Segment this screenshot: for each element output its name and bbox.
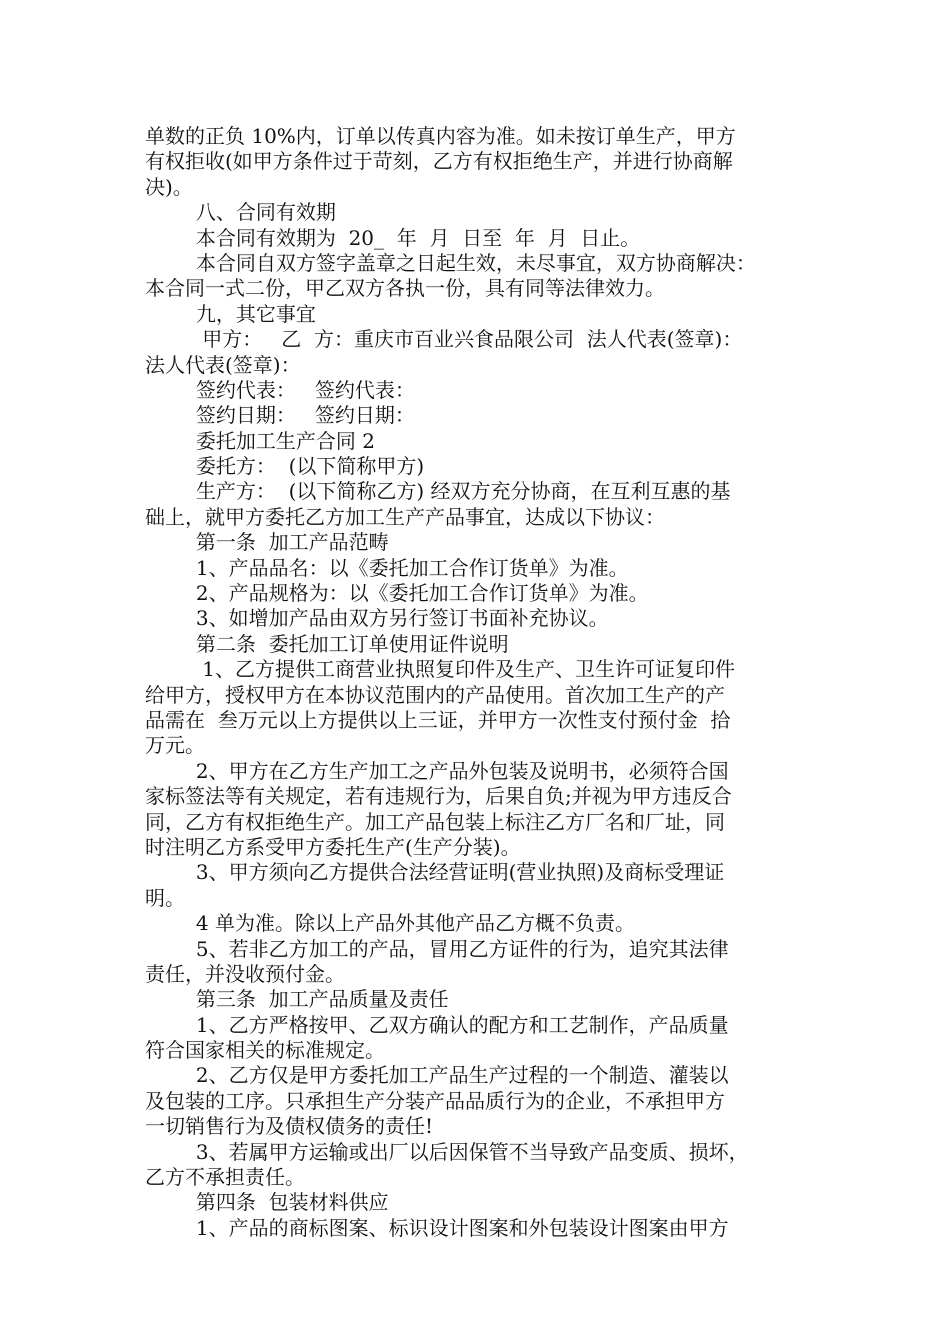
text-line: 委托加工生产合同 2	[145, 428, 375, 453]
text-line: 有权拒收(如甲方条件过于苛刻，乙方有权拒绝生产，并进行协商解	[145, 149, 733, 174]
text-line: 甲方： 乙 方：重庆市百业兴食品限公司 法人代表(签章)：	[145, 327, 743, 352]
text-line: 委托方： (以下简称甲方)	[145, 454, 425, 479]
text-line: 法人代表(签章)：	[145, 352, 301, 377]
text-line: 品需在 叁万元以上方提供以上三证，并甲方一次性支付预付金 拾	[145, 707, 731, 732]
text-line: 生产方： (以下简称乙方) 经双方充分协商，在互利互惠的基	[145, 479, 731, 504]
text-line: 1、乙方严格按甲、乙双方确认的配方和工艺制作，产品质量	[145, 1012, 729, 1037]
text-line: 单数的正负 10%内，订单以传真内容为准。如未按订单生产，甲方	[145, 124, 736, 148]
text-line: 础上，就甲方委托乙方加工生产产品事宜，达成以下协议：	[145, 504, 665, 529]
text-line: 2、甲方在乙方生产加工之产品外包装及说明书，必须符合国	[145, 758, 729, 783]
text-line: 1、产品品名：以《委托加工合作订货单》为准。	[145, 555, 629, 580]
text-line: 八、合同有效期	[145, 200, 336, 225]
text-line: 本合同有效期为 20_ 年 月 日至 年 月 日止。	[145, 225, 641, 250]
text-line: 签约日期： 签约日期：	[145, 403, 415, 428]
text-line: 决)。	[145, 174, 193, 199]
text-line: 一切销售行为及债权债务的责任!	[145, 1114, 434, 1139]
text-line: 3、如增加产品由双方另行签订书面补充协议。	[145, 606, 609, 631]
text-line: 及包装的工序。只承担生产分装产品品质行为的企业，不承担甲方	[145, 1088, 725, 1113]
text-line: 第二条 委托加工订单使用证件说明	[145, 631, 509, 656]
text-line: 本合同一式二份，甲乙双方各执一份，具有同等法律效力。	[145, 276, 665, 301]
text-line: 乙方不承担责任。	[145, 1165, 305, 1190]
text-line: 第三条 加工产品质量及责任	[145, 987, 449, 1012]
text-line: 5、若非乙方加工的产品，冒用乙方证件的行为，追究其法律	[145, 936, 729, 961]
text-line: 家标签法等有关规定，若有违规行为，后果自负;并视为甲方违反合	[145, 784, 732, 809]
text-line: 2、产品规格为：以《委托加工合作订货单》为准。	[145, 581, 649, 606]
text-line: 给甲方，授权甲方在本协议范围内的产品使用。首次加工生产的产	[145, 682, 725, 707]
text-line: 4 单为准。除以上产品外其他产品乙方概不负责。	[145, 911, 635, 936]
text-line: 3、若属甲方运输或出厂以后因保管不当导致产品变质、损坏，	[145, 1139, 749, 1164]
text-line: 第一条 加工产品范畴	[145, 530, 389, 555]
text-line: 时注明乙方系受甲方委托生产(生产分装)。	[145, 834, 521, 859]
text-line: 1、乙方提供工商营业执照复印件及生产、卫生许可证复印件	[145, 657, 735, 682]
text-line: 责任，并没收预付金。	[145, 961, 345, 986]
text-line: 3、甲方须向乙方提供合法经营证明(营业执照)及商标受理证	[145, 860, 725, 885]
text-line: 九，其它事宜	[145, 301, 316, 326]
text-line: 明。	[145, 885, 185, 910]
text-line: 2、乙方仅是甲方委托加工产品生产过程的一个制造、灌装以	[145, 1063, 729, 1088]
text-line: 签约代表： 签约代表：	[145, 377, 415, 402]
document-body	[145, 124, 820, 1241]
text-line: 符合国家相关的标准规定。	[145, 1038, 385, 1063]
text-line: 1、产品的商标图案、标识设计图案和外包装设计图案由甲方	[145, 1215, 729, 1240]
text-line: 第四条 包装材料供应	[145, 1190, 389, 1215]
text-line: 万元。	[145, 733, 205, 758]
text-line: 本合同自双方签字盖章之日起生效，未尽事宜，双方协商解决：	[145, 250, 756, 275]
text-line: 同，乙方有权拒绝生产。加工产品包装上标注乙方厂名和厂址，同	[145, 809, 725, 834]
